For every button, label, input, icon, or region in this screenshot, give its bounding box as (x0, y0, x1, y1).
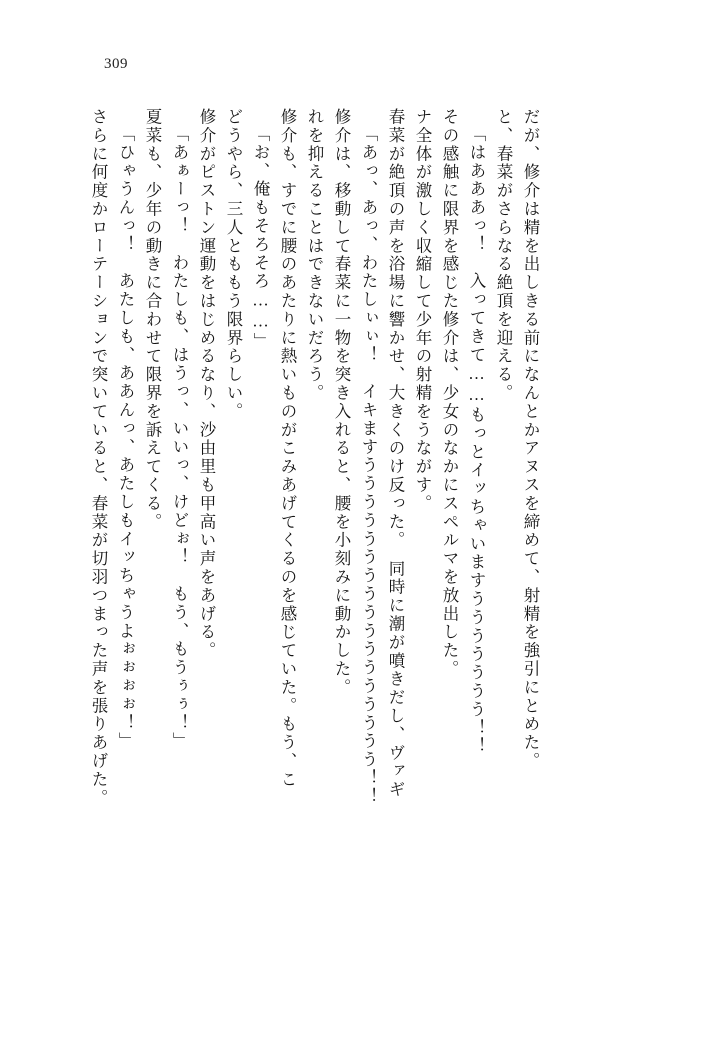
text-column: 修介は、移動して春菜に一物を突き入れると、腰を小刻みに動かした。 (332, 108, 351, 697)
body-text-columns (79, 108, 639, 938)
text-column: 修介も、すでに腰のあたりに熱いものがこみあげてくるのを感じていた。もう、こ (278, 108, 297, 789)
text-column: と、春菜がさらなる絶頂を迎える。 (494, 108, 513, 403)
text-column: 修介がピストン運動をはじめるなり、沙由里も甲高い声をあげる。 (197, 108, 216, 660)
text-column: 夏菜も、少年の動きに合わせて限界を訴えてくる。 (143, 108, 162, 532)
text-column: 「あぁーっ！ わたしも、はうっ、いいっ、けどぉ！ もう、もうぅぅ！」 (170, 125, 189, 751)
text-column: どうやら、三人とももう限界らしい。 (224, 108, 243, 421)
text-column: 「ひゃうんっ！ あたしも、ああんっ、あたしもイッちゃうよぉぉぉぉ！」 (116, 125, 135, 751)
page-number: 309 (104, 56, 128, 72)
text-column: 春菜が絶頂の声を浴場に響かせ、大きくのけ反った。 同時に潮が噴きだし、ヴァギ (386, 108, 405, 799)
text-column: ナ全体が激しく収縮して少年の射精をうながす。 (413, 108, 432, 513)
text-column: さらに何度かローテーションで突いていると、春菜が切羽つまった声を張りあげた。 (89, 108, 108, 808)
text-column: その感触に限界を感じた修介は、少女のなかにスペルマを放出した。 (440, 108, 459, 679)
text-column: 「あっ、あっ、わたしぃぃ！ イキますううううううううううううううううう！！ (359, 125, 378, 806)
text-column: だが、修介は精を出しきる前になんとかアヌスを締めて、射精を強引にとめた。 (521, 108, 540, 771)
text-column: 「はあああっ！ 入ってきて……もっとイッちゃいますううううううう！！ (467, 125, 486, 756)
text-column: 「お、俺もそろそろ……」 (251, 125, 270, 351)
text-column: れを抑えることはできないだろう。 (305, 108, 324, 403)
